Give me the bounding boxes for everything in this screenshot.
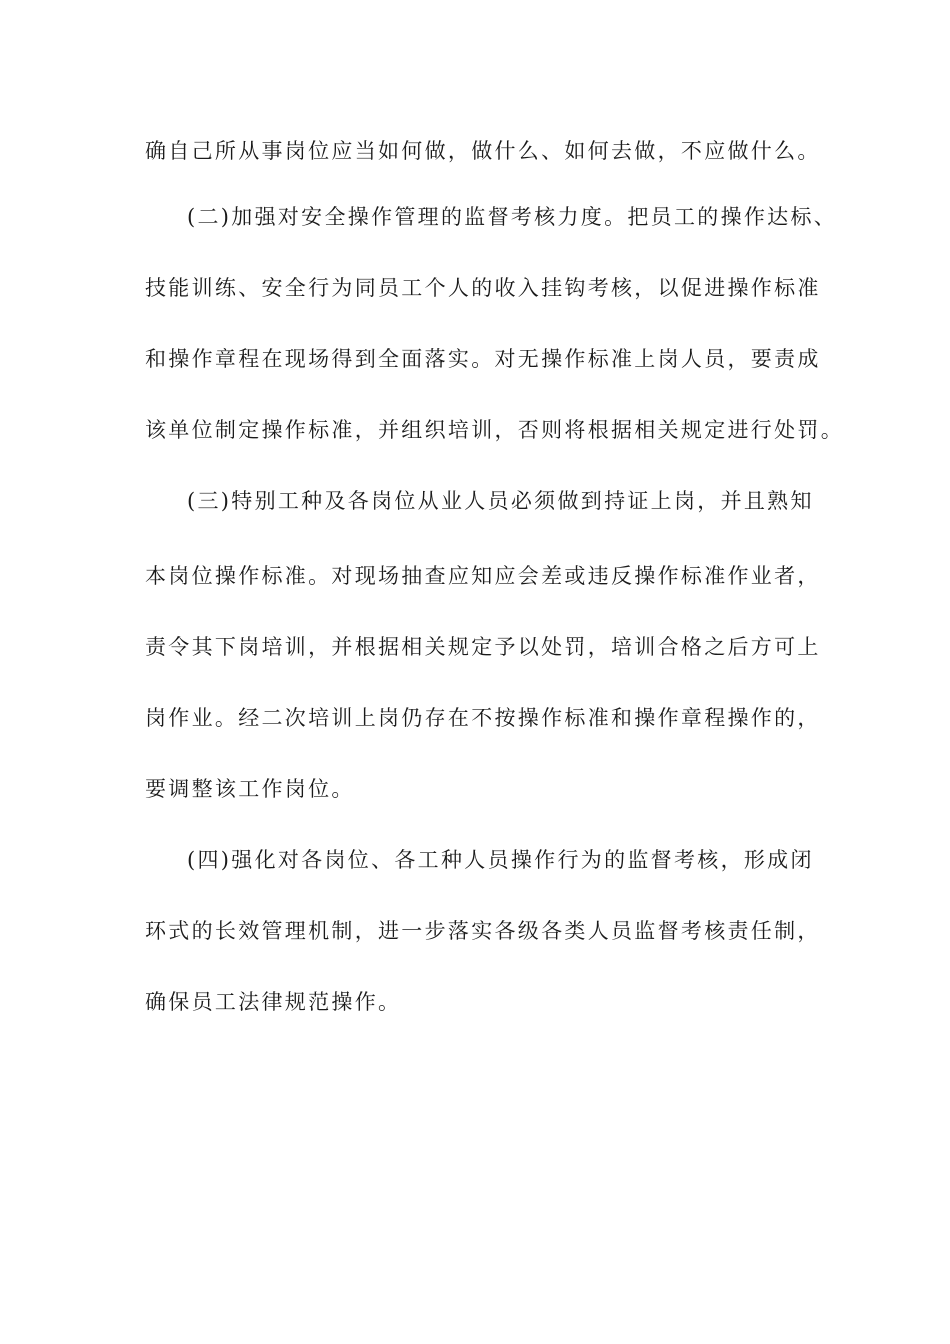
paragraph-line: 该单位制定操作标准，并组织培训，否则将根据相关规定进行处罚。 (145, 418, 844, 442)
paragraph-line: 确保员工法律规范操作。 (145, 990, 402, 1014)
paragraph-line: 要调整该工作岗位。 (145, 777, 355, 801)
paragraph-line: 和操作章程在现场得到全面落实。对无操作标准上岗人员，要责成 (145, 347, 821, 371)
paragraph-line: 技能训练、安全行为同员工个人的收入挂钩考核，以促进操作标准 (145, 276, 821, 300)
paragraph-line: 责令其下岗培训，并根据相关规定予以处罚，培训合格之后方可上 (145, 635, 821, 659)
paragraph-line: 确自己所从事岗位应当如何做，做什么、如何去做，不应做什么。 (145, 139, 821, 163)
paragraph-line: 本岗位操作标准。对现场抽查应知应会差或违反操作标准作业者， (145, 564, 821, 588)
paragraph-line: (二)加强对安全操作管理的监督考核力度。把员工的操作达标、 (187, 205, 838, 229)
paragraph-line: 岗作业。经二次培训上岗仍存在不按操作标准和操作章程操作的， (145, 706, 821, 730)
paragraph-line: 环式的长效管理机制，进一步落实各级各类人员监督考核责任制， (145, 919, 821, 943)
paragraph-line: (四)强化对各岗位、各工种人员操作行为的监督考核，形成闭 (187, 848, 814, 872)
paragraph-line: (三)特别工种及各岗位从业人员必须做到持证上岗，并且熟知 (187, 489, 814, 513)
